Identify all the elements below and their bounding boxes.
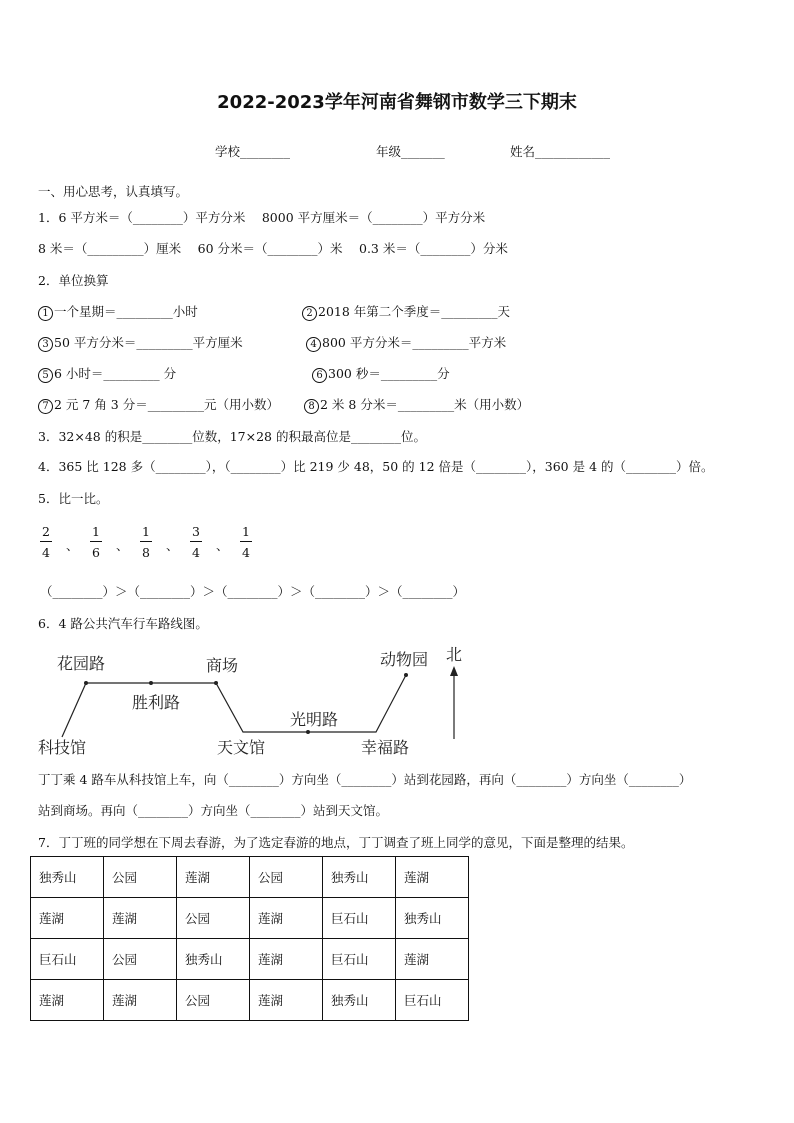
table-row	[31, 980, 469, 1021]
table-row	[31, 939, 469, 980]
table-cell: 莲湖	[31, 980, 104, 1021]
section-heading: 一、用心思考，认真填写。	[38, 184, 189, 199]
item-text: 2 元 7 角 3 分＝_________元（用小数）	[54, 397, 279, 412]
numerator: 1	[240, 524, 252, 542]
q2-item	[38, 302, 198, 321]
q5-title: 5．比一比。	[38, 491, 109, 506]
table-cell: 莲湖	[31, 898, 104, 939]
table-cell: 莲湖	[104, 898, 177, 939]
item-text: 一个星期＝_________小时	[54, 304, 198, 319]
item-number: 8	[304, 399, 319, 414]
numerator: 1	[140, 524, 152, 542]
item-text: 2 米 8 分米＝_________米（用小数）	[320, 397, 530, 412]
north-label: 北	[446, 645, 463, 664]
table-cell: 巨石山	[396, 980, 469, 1021]
table-cell: 公园	[177, 898, 250, 939]
table-cell: 公园	[104, 939, 177, 980]
survey-table	[30, 856, 469, 1021]
stop-label-shangchang: 商场	[206, 656, 239, 675]
item-number: 3	[38, 337, 53, 352]
item-text: 300 秒＝_________分	[328, 366, 450, 381]
stop-dot	[149, 681, 153, 685]
table-cell: 莲湖	[396, 857, 469, 898]
table-cell: 公园	[104, 857, 177, 898]
table-row	[31, 857, 469, 898]
q6-line-2: 站到商场。再向（________）方向坐（________）站到天文馆。	[38, 803, 389, 818]
q7-title: 7．丁丁班的同学想在下周去春游，为了选定春游的地点，丁丁调查了班上同学的意见，下面是整理的结果。	[38, 835, 634, 850]
stop-label-keji: 科技馆	[38, 738, 87, 757]
q2-item	[38, 395, 279, 414]
route-map	[0, 640, 794, 765]
separator: 、	[66, 538, 79, 553]
separator: 、	[116, 538, 129, 553]
table-cell: 莲湖	[177, 857, 250, 898]
item-text: 800 平方分米＝_________平方米	[322, 335, 507, 350]
table-cell: 巨石山	[31, 939, 104, 980]
stop-label-dongwu: 动物园	[380, 650, 429, 669]
q4-text: 4．365 比 128 多（________），（________）比 219 少 48，50 的 12 倍是（________），360 是 4 的（________）倍。	[38, 459, 714, 474]
item-number: 1	[38, 306, 53, 321]
stop-dot	[404, 673, 408, 677]
table-cell: 独秀山	[396, 898, 469, 939]
item-number: 6	[312, 368, 327, 383]
fraction	[240, 524, 252, 560]
item-number: 2	[302, 306, 317, 321]
q2-item	[304, 395, 529, 414]
q2-title: 2．单位换算	[38, 273, 109, 288]
name-field: 姓名____________	[510, 144, 611, 159]
q1-line-2: 8 米＝（_________）厘米 60 分米＝（________）米 0.3 米＝（________）分米	[38, 241, 508, 256]
stop-dot	[214, 681, 218, 685]
fraction	[190, 524, 202, 560]
item-number: 4	[306, 337, 321, 352]
q6-title: 6．4 路公共汽车行车路线图。	[38, 616, 208, 631]
compare-line: （________）＞（________）＞（________）＞（________）＞（________）	[40, 584, 466, 599]
stop-dot	[306, 730, 310, 734]
denominator: 4	[242, 545, 250, 560]
q3-text: 3．32×48 的积是________位数，17×28 的积最高位是________位。	[38, 429, 426, 444]
table-cell: 莲湖	[396, 939, 469, 980]
item-text: 50 平方分米＝_________平方厘米	[54, 335, 243, 350]
q2-item	[312, 364, 450, 383]
table-cell: 公园	[177, 980, 250, 1021]
stop-label-xingfu: 幸福路	[361, 738, 410, 757]
q6-line-1: 丁丁乘 4 路车从科技馆上车，向（________）方向坐（________）站到花园路，再向（________）方向坐（________）	[38, 772, 692, 787]
school-field: 学校________	[215, 144, 291, 159]
route-line	[62, 675, 406, 737]
item-number: 7	[38, 399, 53, 414]
page-title: 2022-2023学年河南省舞钢市数学三下期末	[217, 92, 577, 113]
fraction	[90, 524, 102, 560]
q2-item	[306, 333, 506, 352]
table-row	[31, 898, 469, 939]
fraction	[40, 524, 52, 560]
table-cell: 独秀山	[177, 939, 250, 980]
item-text: 6 小时＝_________ 分	[54, 366, 177, 381]
denominator: 4	[42, 545, 50, 560]
item-number: 5	[38, 368, 53, 383]
numerator: 3	[190, 524, 202, 542]
table-cell: 巨石山	[323, 939, 396, 980]
q2-item	[302, 302, 510, 321]
stop-label-tianwen: 天文馆	[217, 738, 266, 757]
stop-label-shengli: 胜利路	[132, 693, 181, 712]
separator: 、	[216, 538, 229, 553]
q2-item	[38, 364, 176, 383]
denominator: 8	[142, 545, 150, 560]
separator: 、	[166, 538, 179, 553]
north-arrow-head	[450, 666, 458, 676]
numerator: 1	[90, 524, 102, 542]
q2-item	[38, 333, 243, 352]
denominator: 4	[192, 545, 200, 560]
table-cell: 独秀山	[31, 857, 104, 898]
grade-field: 年级_______	[376, 144, 445, 159]
table-cell: 公园	[250, 857, 323, 898]
stop-dot	[84, 681, 88, 685]
table-cell: 独秀山	[323, 980, 396, 1021]
item-text: 2018 年第二个季度＝_________天	[318, 304, 511, 319]
denominator: 6	[92, 545, 100, 560]
fraction	[140, 524, 152, 560]
q1-line-1: 1．6 平方米＝（________）平方分米 8000 平方厘米＝（________）平方分米	[38, 210, 486, 225]
table-cell: 独秀山	[323, 857, 396, 898]
stop-label-huayuan: 花园路	[57, 654, 106, 673]
table-cell: 莲湖	[104, 980, 177, 1021]
numerator: 2	[40, 524, 52, 542]
table-cell: 莲湖	[250, 939, 323, 980]
stop-label-guangming: 光明路	[290, 710, 339, 729]
table-cell: 莲湖	[250, 980, 323, 1021]
table-cell: 巨石山	[323, 898, 396, 939]
table-cell: 莲湖	[250, 898, 323, 939]
